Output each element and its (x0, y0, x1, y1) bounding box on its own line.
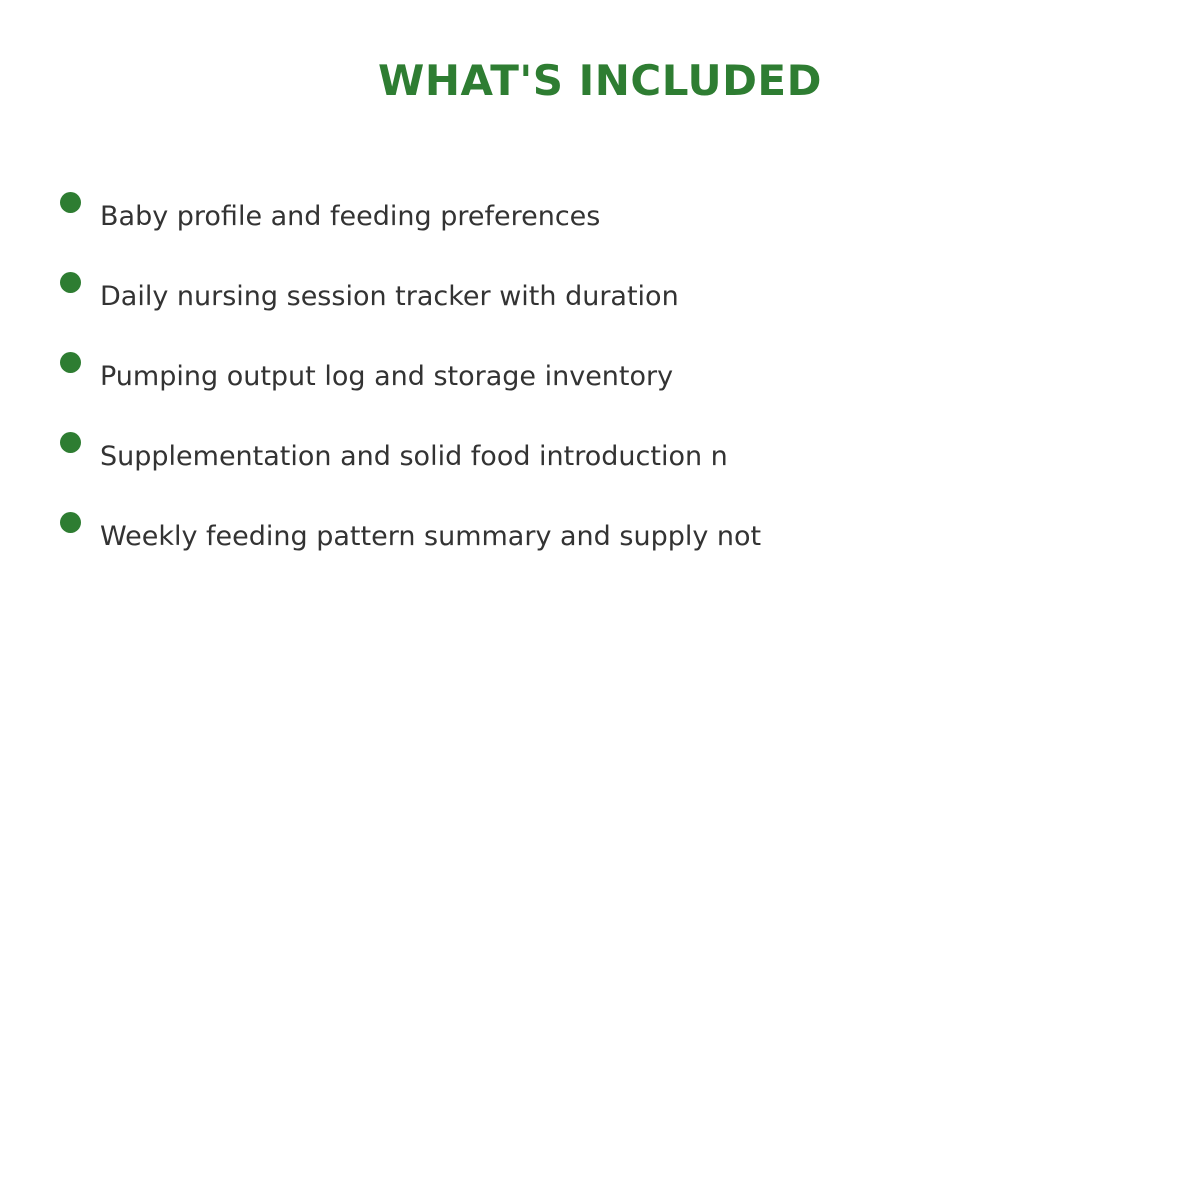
list-item (60, 190, 1140, 270)
list-item (60, 430, 1140, 510)
feature-text: Weekly feeding pattern summary and supply not (100, 521, 762, 552)
feature-text: Pumping output log and storage inventory (100, 361, 674, 392)
feature-text: Baby profile and feeding preferences (100, 201, 601, 232)
bullet-icon (60, 192, 81, 213)
bullet-icon (60, 352, 81, 373)
page-title: WHAT'S INCLUDED (378, 56, 822, 105)
bullet-icon (60, 432, 81, 453)
feature-text: Supplementation and solid food introduction n (100, 441, 728, 472)
list-item (60, 510, 1140, 590)
list-item (60, 350, 1140, 430)
bullet-icon (60, 512, 81, 533)
bullet-icon (60, 272, 81, 293)
feature-list (60, 190, 1140, 590)
feature-text: Daily nursing session tracker with duration (100, 281, 679, 312)
list-item (60, 270, 1140, 350)
